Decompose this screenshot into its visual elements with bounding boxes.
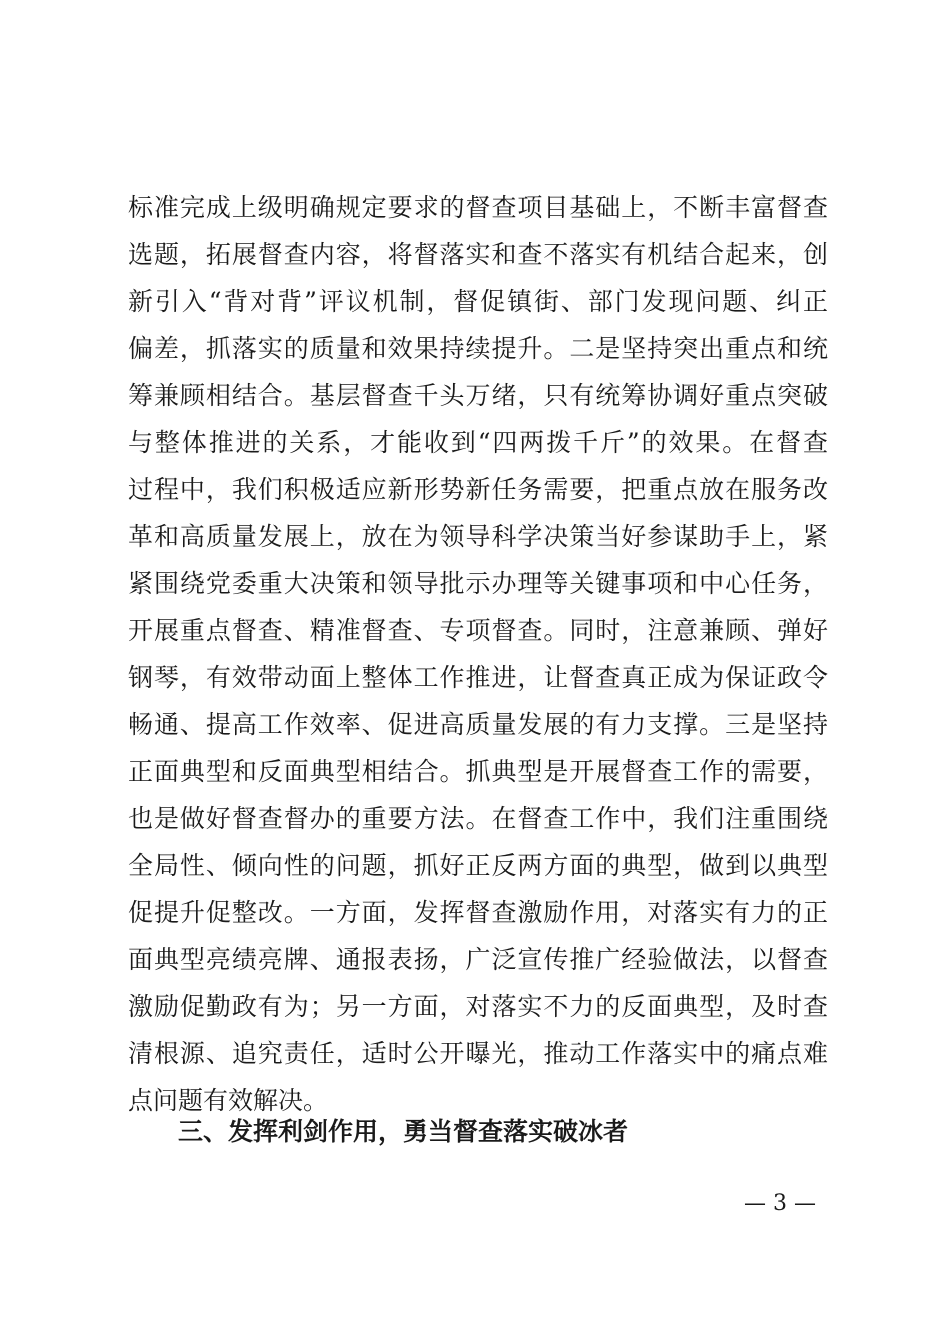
- body-line: 紧围绕党委重大决策和领导批示办理等关键事项和中心任务，: [128, 569, 828, 598]
- body-line: 革和高质量发展上，放在为领导科学决策当好参谋助手上，紧: [128, 522, 828, 551]
- body-line: 偏差，抓落实的质量和效果持续提升。二是坚持突出重点和统: [128, 334, 828, 363]
- page-number: — 3 —: [744, 1191, 816, 1216]
- body-line: 钢琴，有效带动面上整体工作推进，让督查真正成为保证政令: [128, 663, 828, 692]
- body-line: 筹兼顾相结合。基层督查千头万绪，只有统筹协调好重点突破: [128, 381, 828, 410]
- body-line: 新引入“背对背”评议机制，督促镇街、部门发现问题、纠正: [128, 287, 828, 316]
- body-line: 开展重点督查、精准督查、专项督查。同时，注意兼顾、弹好: [128, 616, 828, 645]
- body-line: 与整体推进的关系，才能收到“四两拨千斤”的效果。在督查: [128, 428, 828, 457]
- body-line: 畅通、提高工作效率、促进高质量发展的有力支撑。三是坚持: [128, 710, 828, 739]
- body-line: 激励促勤政有为；另一方面，对落实不力的反面典型，及时查: [128, 992, 828, 1021]
- body-line: 促提升促整改。一方面，发挥督查激励作用，对落实有力的正: [128, 898, 828, 927]
- body-line: 清根源、追究责任，适时公开曝光，推动工作落实中的痛点难: [128, 1039, 828, 1068]
- body-line: 面典型亮绩亮牌、通报表扬，广泛宣传推广经验做法，以督查: [128, 945, 828, 974]
- body-line: 过程中，我们积极适应新形势新任务需要，把重点放在服务改: [128, 475, 828, 504]
- body-line: 选题，拓展督查内容，将督落实和查不落实有机结合起来，创: [128, 240, 828, 269]
- body-line: 点问题有效解决。: [128, 1086, 329, 1115]
- body-text: [128, 184, 828, 1124]
- body-line: 全局性、倾向性的问题，抓好正反两方面的典型，做到以典型: [128, 851, 828, 880]
- body-line: 标准完成上级明确规定要求的督查项目基础上，不断丰富督查: [128, 193, 828, 222]
- body-line: 正面典型和反面典型相结合。抓典型是开展督查工作的需要，: [128, 757, 828, 786]
- body-line: 也是做好督查督办的重要方法。在督查工作中，我们注重围绕: [128, 804, 828, 833]
- section-heading: 三、发挥利剑作用，勇当督查落实破冰者: [178, 1117, 629, 1146]
